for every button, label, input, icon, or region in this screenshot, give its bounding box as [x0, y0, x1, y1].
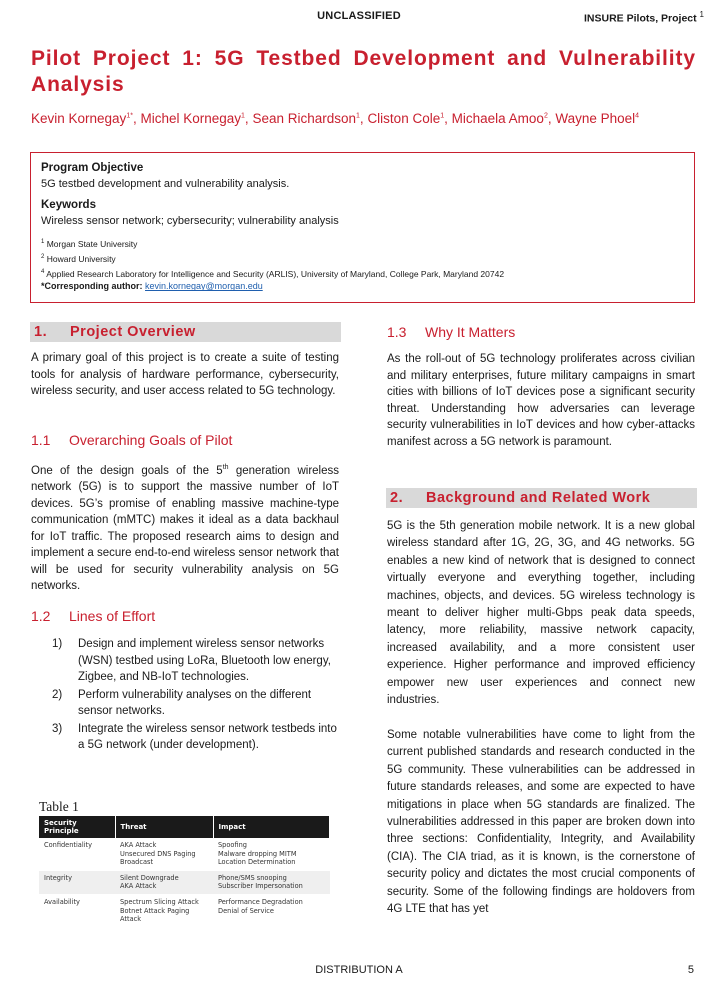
security-principles-table: [39, 816, 330, 928]
author-affiliation-sup: 4: [635, 112, 640, 120]
section-2-paragraph-2: Some notable vulnerabilities have come to light from the current published standards and research conducted in the 5G community. These vulnerabilities can be addressed in future standards releases, and some are expected to have mitigations in place when 5G standards are finalized. The vulnerabilities addressed in this paper are broken down into three sections: Confidentiality, Integrity, and Availability (CIA). The CIA triad, as it is known, is the cornerstone of security policy and dictates the most crucial components of security. Some of the following findings are holdovers from 4G LTE that has yet: [387, 729, 695, 916]
table-header-principle: Security Principle: [39, 816, 115, 838]
list-item: [52, 636, 342, 686]
lines-of-effort-list: [52, 636, 342, 755]
section-1-heading: [30, 322, 341, 342]
section-1-1-paragraph: [31, 460, 339, 595]
table-cell-line: Unsecured DNS Paging: [120, 849, 196, 858]
table-cell-line: Silent Downgrade: [120, 873, 179, 882]
table-cell-line: Phone/SMS snooping: [218, 873, 287, 882]
table-row: [39, 838, 330, 870]
list-item: [52, 721, 342, 754]
section-title: Project Overview: [70, 324, 196, 340]
author-separator: ,: [132, 111, 141, 126]
section-2-paragraph-1: 5G is the 5th generation mobile network. It is a new global wireless standard after 1G, 2G, 3G, and 4G networks. 5G enables a new kind of network that is designed to connect virtually everyone and everything together, including machines, objects, and devices. 5G wireless technology is meant to deliver higher multi-Gbps peak data speeds, latency, more reliability, massive network capacity, increased availability, and a more consistent user experience. Higher performance and improved efficiency empower new user experiences and connect new industries.: [387, 520, 695, 707]
page-number: 5: [687, 964, 694, 976]
table-row: [39, 870, 330, 894]
section-title: Background and Related Work: [426, 490, 651, 506]
affiliation-line: [41, 251, 684, 266]
running-header-sup: 1: [699, 10, 704, 19]
author-name: Wayne Phoel: [555, 111, 636, 126]
section-number: 1.: [34, 324, 48, 340]
table-caption: Table 1: [39, 799, 79, 814]
table-cell-threats: [115, 870, 213, 894]
section-title: Why It Matters: [425, 324, 516, 340]
corresponding-email-link[interactable]: kevin.kornegay@morgan.edu: [145, 281, 263, 292]
affiliation-text: Applied Research Laboratory for Intelligence and Security (ARLIS), University of Maryland, College Park, Maryland 20742: [46, 268, 505, 279]
table-cell-line: Performance Degradation: [218, 897, 303, 906]
section-title: Overarching Goals of Pilot: [69, 432, 233, 448]
list-item-number: 2): [52, 688, 63, 701]
table-header-impact: Impact: [213, 816, 330, 838]
author-affiliation-sup: 2: [543, 112, 548, 120]
list-item-number: 1): [52, 638, 63, 650]
running-header-text: INSURE Pilots, Project: [584, 12, 697, 25]
paragraph-text: One of the design goals of the 5: [31, 464, 223, 477]
table-cell-line: AKA Attack: [120, 841, 157, 849]
keywords-text: Wireless sensor network; cybersecurity; vulnerability analysis: [41, 215, 339, 227]
paragraph-text: generation wireless network (5G) is to support the massive number of IoT devices. 5G’s promise of enabling massive machine-type communication (mMTC) makes it ideal as a data backhaul for IoT traffic. The proposed research aims to design and implement a secure end-to-end wireless sensor network that will be used for security vulnerability analysis on 5G networks.: [31, 464, 339, 593]
table-body: [39, 838, 330, 927]
author-name: Sean Richardson: [252, 111, 357, 126]
affiliation-line: [41, 236, 684, 251]
list-item: [52, 687, 342, 720]
list-item-text: Integrate the wireless sensor network testbeds into a 5G network (under development).: [78, 722, 337, 751]
distribution-statement: DISTRIBUTION A: [315, 964, 403, 976]
table-cell-line: Malware dropping MITM: [218, 849, 297, 858]
list-item-text: Perform vulnerability analyses on the different sensor networks.: [78, 688, 312, 717]
author-separator: ,: [244, 111, 253, 126]
table-cell-impacts: [213, 870, 330, 894]
section-1-3-paragraph: As the roll-out of 5G technology proliferates across civilian and military enterprises, future military campaigns in smart cities with billions of IoT devices pose a significant security threat. Understanding how adversaries can leverage security vulnerabilities in IoT devices and how cyber-attacks manifest across a 5G network is paramount.: [387, 353, 695, 448]
objective-text: 5G testbed development and vulnerability analysis.: [41, 178, 290, 190]
author-affiliation-sup: 1: [356, 112, 360, 120]
section-1-paragraph: A primary goal of this project is to create a suite of testing tools for analysis of hardware performance, cybersecurity, wireless security, and user access related to 5G technology.: [31, 352, 339, 397]
author-name: Kevin Kornegay: [31, 111, 127, 126]
running-header: [584, 10, 704, 25]
section-1-2-heading: [31, 608, 155, 624]
author-separator: ,: [444, 111, 452, 126]
table-cell-line: Broadcast: [120, 858, 154, 867]
affiliation-sup: 2: [41, 253, 45, 260]
author-name: Cliston Cole: [367, 111, 441, 126]
affiliation-text: Howard University: [46, 253, 116, 264]
affiliation-line: [41, 266, 684, 281]
author-affiliation-sup: 1: [241, 112, 245, 120]
table-cell-line: Denial of Service: [218, 906, 274, 915]
list-item-text: Design and implement wireless sensor networks (WSN) testbed using LoRa, Bluetooth low energy, Zigbee, and NB-IoT technologies.: [78, 638, 331, 683]
table-row: [39, 894, 330, 927]
section-1-3-heading: [387, 324, 515, 340]
table-cell-principle: Confidentiality: [39, 838, 115, 870]
table-cell-principle: Availability: [39, 894, 115, 927]
affiliations: [41, 236, 684, 280]
table-cell-line: Location Determination: [218, 858, 296, 867]
affiliation-text: Morgan State University: [46, 238, 138, 249]
table-cell-threats: [115, 894, 213, 927]
keywords-label: Keywords: [41, 199, 96, 211]
corresponding-label: *Corresponding author:: [41, 281, 143, 292]
author-list: [31, 111, 701, 126]
section-number: 1.2: [31, 608, 51, 624]
author-affiliation-sup: 1*: [126, 112, 133, 120]
document-title: Pilot Project 1: 5G Testbed Development and Vulnerability Analysis: [31, 47, 696, 96]
classification-marking: UNCLASSIFIED: [317, 10, 401, 22]
corresponding-author: [41, 280, 684, 293]
table-cell-impacts: [213, 838, 330, 870]
section-2-heading: [386, 488, 697, 508]
superscript: th: [222, 464, 229, 471]
table-cell-line: Spectrum Slicing Attack: [120, 897, 199, 906]
list-item-number: 3): [52, 722, 63, 735]
table-cell-principle: Integrity: [39, 870, 115, 894]
table-cell-line: Subscriber Impersonation: [218, 882, 303, 891]
section-number: 2.: [390, 490, 404, 506]
section-1-1-heading: [31, 432, 232, 448]
author-name: Michaela Amoo: [451, 111, 544, 126]
author-separator: ,: [547, 111, 556, 126]
program-objective-box: [30, 152, 695, 303]
section-number: 1.1: [31, 432, 51, 448]
table-cell-impacts: [213, 894, 330, 927]
author-separator: ,: [359, 111, 368, 126]
section-number: 1.3: [387, 324, 407, 340]
objective-label: Program Objective: [41, 162, 144, 174]
table-cell-line: Spoofing: [218, 841, 247, 849]
affiliation-sup: 1: [41, 239, 45, 245]
author-name: Michel Kornegay: [140, 111, 242, 126]
affiliation-sup: 4: [41, 268, 45, 275]
table-cell-line: Botnet Attack Paging Attack: [120, 906, 190, 924]
table-header-threat: Threat: [115, 816, 213, 838]
author-affiliation-sup: 1: [440, 112, 445, 120]
table-cell-line: AKA Attack: [120, 882, 157, 891]
table-cell-threats: [115, 838, 213, 870]
section-title: Lines of Effort: [69, 608, 156, 624]
